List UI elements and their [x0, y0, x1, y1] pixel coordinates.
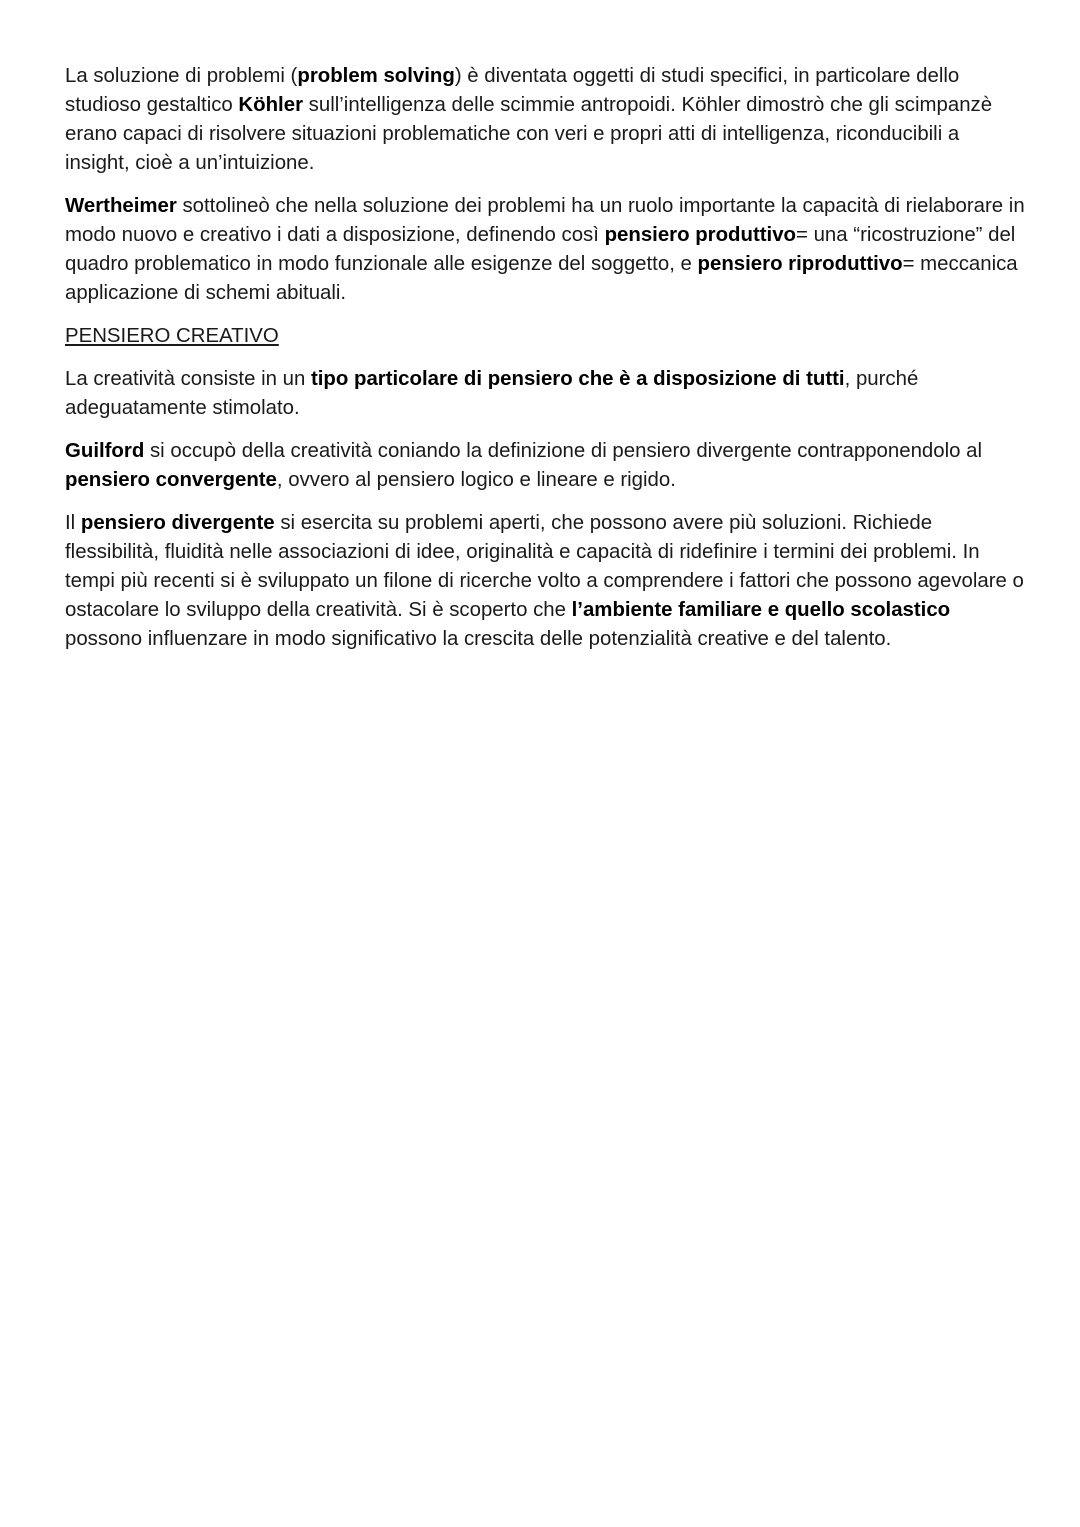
- term-guilford: Guilford: [65, 440, 145, 462]
- term-kohler: Köhler: [238, 94, 303, 116]
- paragraph-pensiero-divergente: Il pensiero divergente si esercita su problemi aperti, che possono avere più soluzioni. Richiede flessibilità, fluidità nelle associazioni di idee, originalità e capacità di ridefinire i termini dei problemi. In tempi più recenti si è sviluppato un filone di ricerche volto a comprendere i fattori che possono agevolare o ostacolare lo sviluppo della creatività. Si è scoperto che l’ambiente familiare e quello scolastico possono influenzare in modo significativo la crescita delle potenzialità creative e del talento.: [65, 512, 1024, 650]
- paragraph-problem-solving: La soluzione di problemi (problem solving) è diventata oggetti di studi specifici, in particolare dello studioso gestaltico Köhler sull’intelligenza delle scimmie antropoidi. Köhler dimostrò che gli scimpanzè erano capaci di risolvere situazioni problematiche con veri e propri atti di intelligenza, riconducibili a insight, cioè a un’intuizione.: [65, 65, 993, 174]
- term-problem-solving: problem solving: [297, 65, 455, 87]
- term-pensiero-convergente: pensiero convergente: [65, 469, 277, 491]
- term-ambiente: l’ambiente familiare e quello scolastico: [571, 599, 951, 621]
- section-heading-pensiero-creativo: PENSIERO CREATIVO: [65, 325, 279, 347]
- term-wertheimer: Wertheimer: [65, 195, 177, 217]
- term-tipo-particolare: tipo particolare di pensiero che è a disposizione di tutti: [310, 368, 845, 390]
- document-page: [65, 62, 1025, 668]
- paragraph-wertheimer: Wertheimer sottolineò che nella soluzione dei problemi ha un ruolo importante la capacità di rielaborare in modo nuovo e creativo i dati a disposizione, definendo così pensiero produttivo= una “ricostruzione” del quadro problematico in modo funzionale alle esigenze del soggetto, e pensiero riproduttivo= meccanica applicazione di schemi abituali.: [65, 195, 1025, 304]
- paragraph-guilford: Guilford si occupò della creatività coniando la definizione di pensiero divergente contrapponendolo al pensiero convergente, ovvero al pensiero logico e lineare e rigido.: [65, 440, 983, 491]
- term-pensiero-produttivo: pensiero produttivo: [604, 224, 797, 246]
- term-pensiero-riproduttivo: pensiero riproduttivo: [697, 253, 903, 275]
- term-pensiero-divergente: pensiero divergente: [80, 512, 275, 534]
- paragraph-creativita: La creatività consiste in un tipo particolare di pensiero che è a disposizione di tutti, purché adeguatamente stimolato.: [65, 368, 919, 419]
